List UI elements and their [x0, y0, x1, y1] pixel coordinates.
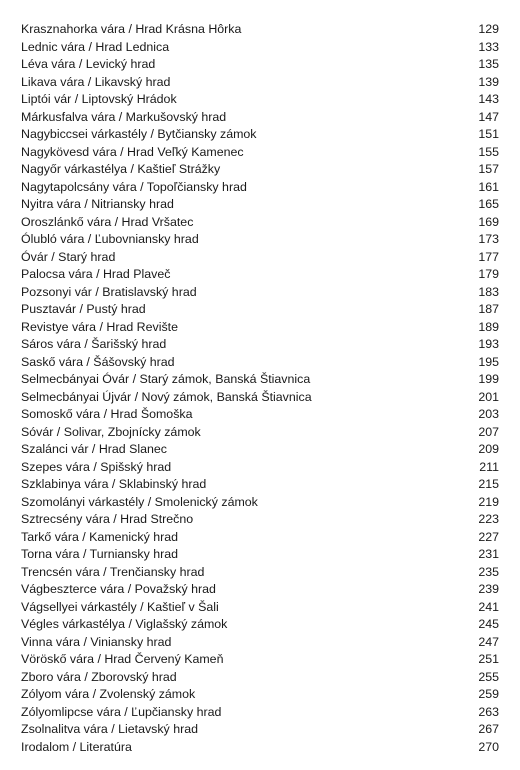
toc-entry-page-number: 129 — [478, 22, 499, 36]
toc-entry-title: Revistye vára / Hrad Revište — [21, 319, 179, 334]
toc-entry-title: Trencsén vára / Trenčiansky hrad — [21, 564, 205, 579]
toc-entry-page-number: 270 — [478, 739, 499, 754]
toc-entry-title: Pozsonyi vár / Bratislavský hrad — [21, 284, 197, 299]
toc-entry — [0, 39, 520, 57]
toc-entry — [0, 354, 520, 372]
toc-entry — [0, 424, 520, 442]
toc-entry-title: Tarkő vára / Kamenický hrad — [21, 529, 179, 544]
toc-entry-page-number: 179 — [478, 267, 499, 281]
toc-entry-title: Végles várkastélya / Viglašský zámok — [21, 617, 228, 631]
toc-entry — [0, 214, 520, 232]
toc-entry — [0, 319, 520, 337]
toc-entry-page-number: 139 — [478, 74, 499, 89]
toc-entry-title: Vágsellyei várkastély / Kaštieľ v Šali — [21, 599, 219, 614]
toc-entry-title: Zboro vára / Zborovský hrad — [21, 669, 177, 684]
toc-entry-title: Nagybiccsei várkastély / Bytčiansky zámok — [21, 127, 257, 141]
toc-entry-title: Lednic vára / Hrad Lednica — [21, 39, 170, 54]
toc-entry-title: Pusztavár / Pustý hrad — [21, 302, 146, 316]
toc-entry-title: Selmecbányai Óvár / Starý zámok, Banská Štiavnica — [21, 372, 311, 386]
toc-entry-title: Szalánci vár / Hrad Slanec — [21, 442, 168, 456]
toc-entry-page-number: 155 — [478, 144, 499, 159]
toc-entry — [0, 126, 520, 144]
toc-entry — [0, 494, 520, 512]
toc-entry-title: Vágbeszterce vára / Považský hrad — [21, 582, 216, 596]
toc-entry — [0, 406, 520, 424]
toc-entry-page-number: 173 — [478, 232, 499, 246]
toc-entry-title: Szklabinya vára / Sklabinský hrad — [21, 477, 207, 491]
toc-entry-title: Likava vára / Likavský hrad — [21, 74, 171, 89]
toc-entry-title: Irodalom / Literatúra — [21, 739, 132, 754]
toc-entry-title: Sáros vára / Šarišský hrad — [21, 337, 167, 351]
toc-entry — [0, 704, 520, 722]
toc-entry-page-number: 227 — [478, 529, 499, 544]
toc-entry-title: Sztrecsény vára / Hrad Strečno — [21, 512, 194, 526]
toc-entry-page-number: 239 — [478, 582, 499, 596]
toc-entry — [0, 599, 520, 617]
toc-entry — [0, 616, 520, 634]
toc-entry-title: Saskő vára / Šášovský hrad — [21, 354, 175, 369]
toc-entry-page-number: 143 — [478, 92, 499, 106]
toc-entry-title: Vöröskő vára / Hrad Červený Kameň — [21, 652, 224, 666]
toc-entry — [0, 56, 520, 74]
toc-entry-title: Zólyomlipcse vára / Ľupčiansky hrad — [21, 704, 222, 719]
toc-entry — [0, 179, 520, 197]
toc-entry-page-number: 151 — [478, 127, 499, 141]
toc-entry-page-number: 223 — [478, 512, 499, 526]
toc-entry-title: Nagyőr várkastélya / Kaštieľ Strážky — [21, 162, 221, 176]
toc-entry-page-number: 263 — [478, 704, 499, 719]
toc-entry-title: Oroszlánkő vára / Hrad Vršatec — [21, 214, 194, 229]
toc-entry-page-number: 161 — [478, 179, 499, 194]
toc-entry-title: Vinna vára / Viniansky hrad — [21, 634, 172, 649]
toc-entry-page-number: 147 — [478, 109, 499, 124]
toc-entry-page-number: 177 — [478, 249, 499, 264]
toc-entry — [0, 529, 520, 547]
toc-entry-title: Palocsa vára / Hrad Plaveč — [21, 267, 171, 281]
toc-entry-title: Szepes vára / Spišský hrad — [21, 459, 172, 474]
toc-entry-title: Nagykövesd vára / Hrad Veľký Kamenec — [21, 144, 244, 159]
toc-entry-page-number: 203 — [478, 407, 499, 421]
toc-entry — [0, 161, 520, 179]
toc-entry — [0, 511, 520, 529]
toc-entry — [0, 634, 520, 652]
toc-entry-title: Szomolányi várkastély / Smolenický zámok — [21, 494, 258, 509]
toc-entry-title: Somoskő vára / Hrad Šomoška — [21, 407, 193, 421]
toc-entry-page-number: 135 — [478, 57, 499, 71]
toc-entry-title: Liptói vár / Liptovský Hrádok — [21, 92, 177, 106]
toc-entry — [0, 441, 520, 459]
toc-entry-page-number: 215 — [478, 477, 499, 491]
toc-entry-page-number: 247 — [478, 634, 499, 649]
toc-entry — [0, 266, 520, 284]
toc-entry-page-number: 199 — [478, 372, 499, 386]
toc-entry-page-number: 211 — [479, 459, 499, 474]
toc-entry-title: Nagytapolcsány vára / Topoľčiansky hrad — [21, 179, 247, 194]
toc-entry — [0, 231, 520, 249]
toc-entry-page-number: 157 — [478, 162, 499, 176]
toc-entry-title: Ólubló vára / Ľubovniansky hrad — [21, 232, 199, 246]
toc-entry — [0, 546, 520, 564]
toc-entry-page-number: 219 — [478, 494, 499, 509]
toc-entry-title: Selmecbányai Újvár / Nový zámok, Banská Štiavnica — [21, 389, 312, 404]
toc-entry-page-number: 267 — [478, 722, 499, 736]
toc-entry-title: Torna vára / Turniansky hrad — [21, 547, 179, 561]
toc-entry-page-number: 245 — [478, 617, 499, 631]
toc-entry — [0, 651, 520, 669]
toc-entry-page-number: 195 — [478, 354, 499, 369]
toc-entry-page-number: 231 — [478, 547, 499, 561]
toc-entry-title: Nyitra vára / Nitriansky hrad — [21, 197, 174, 211]
toc-entry-page-number: 201 — [478, 389, 499, 404]
toc-entry-title: Léva vára / Levický hrad — [21, 57, 156, 71]
toc-entry-page-number: 251 — [478, 652, 499, 666]
toc-entry-title: Zsolnalitva vára / Lietavský hrad — [21, 722, 198, 736]
toc-entry — [0, 389, 520, 407]
toc-entry-page-number: 259 — [478, 687, 499, 701]
toc-entry-title: Krasznahorka vára / Hrad Krásna Hôrka — [21, 22, 242, 36]
toc-entry — [0, 284, 520, 302]
toc-entry-title: Zólyom vára / Zvolenský zámok — [21, 687, 196, 701]
table-of-contents — [0, 21, 520, 756]
toc-entry-page-number: 165 — [478, 197, 499, 211]
toc-entry-page-number: 133 — [478, 39, 499, 54]
toc-entry-title: Óvár / Starý hrad — [21, 249, 116, 264]
toc-entry-page-number: 235 — [478, 564, 499, 579]
toc-entry — [0, 109, 520, 127]
toc-entry — [0, 476, 520, 494]
toc-entry — [0, 459, 520, 477]
toc-entry — [0, 371, 520, 389]
toc-entry — [0, 669, 520, 687]
toc-entry — [0, 74, 520, 92]
toc-entry — [0, 686, 520, 704]
toc-entry — [0, 336, 520, 354]
toc-entry-title: Sóvár / Solivar, Zbojnícky zámok — [21, 424, 201, 439]
toc-entry — [0, 144, 520, 162]
toc-entry-page-number: 187 — [478, 302, 499, 316]
toc-entry — [0, 739, 520, 757]
toc-entry-page-number: 209 — [478, 442, 499, 456]
toc-entry — [0, 301, 520, 319]
toc-entry — [0, 249, 520, 267]
toc-entry — [0, 196, 520, 214]
toc-entry-page-number: 169 — [478, 214, 499, 229]
toc-entry — [0, 564, 520, 582]
toc-entry-page-number: 193 — [478, 337, 499, 351]
toc-entry — [0, 91, 520, 109]
toc-entry — [0, 21, 520, 39]
toc-entry-page-number: 207 — [478, 424, 499, 439]
toc-entry-page-number: 255 — [478, 669, 499, 684]
toc-entry — [0, 721, 520, 739]
toc-entry-title: Márkusfalva vára / Markušovský hrad — [21, 109, 227, 124]
toc-entry — [0, 581, 520, 599]
toc-entry-page-number: 241 — [478, 599, 499, 614]
toc-entry-page-number: 189 — [478, 319, 499, 334]
toc-entry-page-number: 183 — [478, 284, 499, 299]
